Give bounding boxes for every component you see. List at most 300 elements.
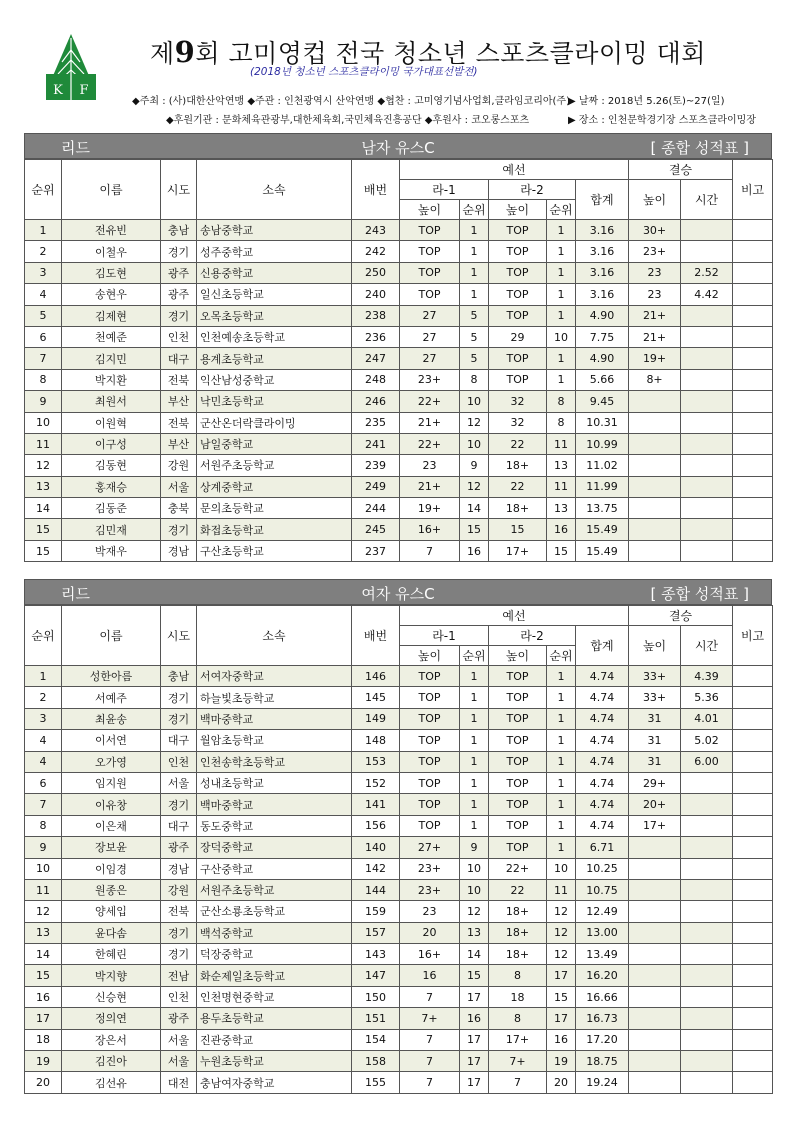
cell: 서울 [161, 772, 197, 793]
cell: 15 [460, 965, 489, 986]
cell [681, 391, 733, 412]
cell: 전유빈 [62, 220, 161, 241]
cell: 16 [460, 1008, 489, 1029]
cell [629, 944, 681, 965]
col-r2-height: 높이 [489, 646, 547, 666]
cell: 대구 [161, 730, 197, 751]
cell: 1 [547, 241, 576, 262]
col-qualification: 예선 [400, 606, 629, 626]
cell: 부산 [161, 391, 197, 412]
cell [629, 965, 681, 986]
cell: 11.02 [576, 455, 629, 476]
cell: 15 [547, 540, 576, 561]
cell [629, 391, 681, 412]
cell: 월암초등학교 [197, 730, 352, 751]
col-city: 시도 [161, 160, 197, 220]
cell: 4.74 [576, 687, 629, 708]
cell: 18+ [489, 498, 547, 519]
cell: 화순제일초등학교 [197, 965, 352, 986]
cell: 150 [352, 986, 400, 1007]
cell: 16.66 [576, 986, 629, 1007]
cell: 10 [460, 858, 489, 879]
col-r1-height: 높이 [400, 646, 460, 666]
cell: 경기 [161, 687, 197, 708]
cell: 전북 [161, 369, 197, 390]
note-cell [733, 944, 773, 965]
cell: 경기 [161, 922, 197, 943]
cell: 31 [629, 708, 681, 729]
cell: 7 [25, 794, 62, 815]
col-r1-rank: 순위 [460, 200, 489, 220]
cell: 이구성 [62, 433, 161, 454]
cell: 충남 [161, 666, 197, 687]
cell: 10.99 [576, 433, 629, 454]
cell: 4.74 [576, 815, 629, 836]
cell: 29+ [629, 772, 681, 793]
table-row [25, 391, 773, 412]
cell: 백석중학교 [197, 922, 352, 943]
cell [629, 455, 681, 476]
cell: 23+ [400, 858, 460, 879]
cell [681, 220, 733, 241]
cell: 5 [460, 348, 489, 369]
cell: 4.74 [576, 708, 629, 729]
cell [629, 986, 681, 1007]
cell: 구산초등학교 [197, 540, 352, 561]
cell: 5 [460, 305, 489, 326]
note-cell [733, 326, 773, 347]
cell: 145 [352, 687, 400, 708]
cell: 오목초등학교 [197, 305, 352, 326]
col-route1: 라-1 [400, 180, 489, 200]
note-cell [733, 305, 773, 326]
discipline-label: 리드 [61, 139, 90, 157]
cell: 서원주초등학교 [197, 455, 352, 476]
cell: 경기 [161, 305, 197, 326]
cell: 7 [400, 1029, 460, 1050]
table-row [25, 540, 773, 561]
cell: 143 [352, 944, 400, 965]
cell: 서울 [161, 1051, 197, 1072]
cell: 14 [25, 944, 62, 965]
cell: 7.75 [576, 326, 629, 347]
cell: 238 [352, 305, 400, 326]
cell: 1 [547, 837, 576, 858]
cell [681, 476, 733, 497]
cell: 4 [25, 751, 62, 772]
cell [681, 326, 733, 347]
cell: 249 [352, 476, 400, 497]
cell: 12 [25, 455, 62, 476]
cell [681, 901, 733, 922]
cell: 1 [547, 369, 576, 390]
cell: 22 [489, 476, 547, 497]
cell: 박재우 [62, 540, 161, 561]
cell: TOP [400, 815, 460, 836]
cell: 4.74 [576, 794, 629, 815]
note-cell [733, 1008, 773, 1029]
cell: 1 [547, 220, 576, 241]
cell: 장보윤 [62, 837, 161, 858]
cell: 14 [25, 498, 62, 519]
cell: 11 [547, 476, 576, 497]
cell: 23+ [400, 369, 460, 390]
cell: TOP [489, 666, 547, 687]
note-cell [733, 794, 773, 815]
cell: 1 [460, 708, 489, 729]
cell: 27 [400, 348, 460, 369]
page-subtitle: (2018년 청소년 스포츠클라이밍 국가대표선발전) [250, 66, 478, 78]
cell [681, 922, 733, 943]
cell: 성주중학교 [197, 241, 352, 262]
cell: 동도중학교 [197, 815, 352, 836]
cell: 13 [460, 922, 489, 943]
cell: 천예준 [62, 326, 161, 347]
cell: 146 [352, 666, 400, 687]
cell [681, 305, 733, 326]
cell [681, 986, 733, 1007]
cell: 15.49 [576, 540, 629, 561]
cell: 154 [352, 1029, 400, 1050]
table-row [25, 666, 773, 687]
cell: 11.99 [576, 476, 629, 497]
cell: 전북 [161, 412, 197, 433]
cell: TOP [489, 305, 547, 326]
cell: 17 [547, 1008, 576, 1029]
note-cell [733, 519, 773, 540]
cell: 1 [460, 241, 489, 262]
note-cell [733, 348, 773, 369]
cell: 21+ [400, 412, 460, 433]
cell: 1 [460, 220, 489, 241]
cell: 12 [460, 412, 489, 433]
col-total: 합계 [576, 626, 629, 666]
cell: 충북 [161, 498, 197, 519]
cell: 236 [352, 326, 400, 347]
note-cell [733, 858, 773, 879]
cell: 김진아 [62, 1051, 161, 1072]
cell: 239 [352, 455, 400, 476]
cell: 18.75 [576, 1051, 629, 1072]
note-cell [733, 687, 773, 708]
cell: 30+ [629, 220, 681, 241]
cell: 21+ [629, 326, 681, 347]
cell: 군산소룡초등학교 [197, 901, 352, 922]
summary-label: [ 종합 성적표 ] [650, 139, 749, 157]
page-header [0, 0, 794, 130]
cell [681, 540, 733, 561]
cell: 8 [25, 815, 62, 836]
cell: 최원서 [62, 391, 161, 412]
col-route2: 라-2 [489, 180, 576, 200]
cell: 6.71 [576, 837, 629, 858]
cell: TOP [400, 772, 460, 793]
col-affiliation: 소속 [197, 160, 352, 220]
cell: 경기 [161, 794, 197, 815]
note-cell [733, 1051, 773, 1072]
cell: TOP [400, 666, 460, 687]
table-row [25, 284, 773, 305]
cell: TOP [489, 837, 547, 858]
cell: 4.74 [576, 772, 629, 793]
cell [681, 519, 733, 540]
cell: 16 [460, 540, 489, 561]
svg-text:K: K [53, 83, 63, 98]
cell: 1 [547, 815, 576, 836]
cell: 성내초등학교 [197, 772, 352, 793]
cell: 윤다솜 [62, 922, 161, 943]
cell: 10 [460, 879, 489, 900]
cell: 대전 [161, 1072, 197, 1093]
cell [681, 412, 733, 433]
cell: 18+ [489, 455, 547, 476]
cell: TOP [489, 284, 547, 305]
note-cell [733, 498, 773, 519]
cell: 송현우 [62, 284, 161, 305]
summary-label: [ 종합 성적표 ] [650, 585, 749, 603]
cell: 19 [25, 1051, 62, 1072]
cell: 김제현 [62, 305, 161, 326]
table-row [25, 794, 773, 815]
cell: 33+ [629, 666, 681, 687]
cell: 백마중학교 [197, 708, 352, 729]
cell: 7+ [400, 1008, 460, 1029]
table-row [25, 369, 773, 390]
cell: 16 [547, 519, 576, 540]
cell: 1 [460, 687, 489, 708]
col-r1-rank: 순위 [460, 646, 489, 666]
cell: TOP [400, 220, 460, 241]
cell: 1 [25, 220, 62, 241]
note-cell [733, 965, 773, 986]
cell: 용두초등학교 [197, 1008, 352, 1029]
cell: 32 [489, 412, 547, 433]
cell: 3 [25, 262, 62, 283]
col-rank: 순위 [25, 606, 62, 666]
cell: 17+ [489, 540, 547, 561]
cell: 4.39 [681, 666, 733, 687]
cell: 정의연 [62, 1008, 161, 1029]
col-final-time: 시간 [681, 626, 733, 666]
col-r2-height: 높이 [489, 200, 547, 220]
cell: 22 [489, 879, 547, 900]
cell: 서울 [161, 476, 197, 497]
cell: 경기 [161, 241, 197, 262]
cell: 1 [547, 348, 576, 369]
cell: 27 [400, 305, 460, 326]
cell: 1 [460, 730, 489, 751]
cell: 6 [25, 772, 62, 793]
cell: 인천 [161, 986, 197, 1007]
note-cell [733, 391, 773, 412]
cell: 6 [25, 326, 62, 347]
cell: 익산남성중학교 [197, 369, 352, 390]
cell: 31 [629, 730, 681, 751]
cell: 21+ [400, 476, 460, 497]
cell: 광주 [161, 1008, 197, 1029]
cell: 16.73 [576, 1008, 629, 1029]
cell: 20 [400, 922, 460, 943]
col-final-height: 높이 [629, 626, 681, 666]
cell: 1 [547, 751, 576, 772]
cell: 16 [547, 1029, 576, 1050]
cell: TOP [400, 262, 460, 283]
cell: 1 [460, 751, 489, 772]
note-cell [733, 262, 773, 283]
col-qualification: 예선 [400, 160, 629, 180]
cell [629, 901, 681, 922]
cell: 경남 [161, 858, 197, 879]
table-row [25, 708, 773, 729]
results-table [24, 605, 773, 1094]
cell [681, 1072, 733, 1093]
cell [681, 1029, 733, 1050]
note-cell [733, 730, 773, 751]
cell: 153 [352, 751, 400, 772]
cell: 17 [460, 1029, 489, 1050]
cell: 13.00 [576, 922, 629, 943]
cell: 8 [489, 1008, 547, 1029]
page-title: 제9회 고미영컵 전국 청소년 스포츠클라이밍 대회 [150, 35, 706, 69]
note-cell [733, 708, 773, 729]
note-cell [733, 241, 773, 262]
cell: 250 [352, 262, 400, 283]
cell [681, 837, 733, 858]
cell: 백마중학교 [197, 794, 352, 815]
cell: 23+ [629, 241, 681, 262]
cell [681, 815, 733, 836]
cell: 박지향 [62, 965, 161, 986]
cell: 14 [460, 944, 489, 965]
cell: 240 [352, 284, 400, 305]
category-label: 여자 유스C [361, 585, 435, 603]
cell: 10 [547, 858, 576, 879]
col-r1-height: 높이 [400, 200, 460, 220]
cell: 16 [400, 965, 460, 986]
cell: TOP [489, 687, 547, 708]
cell: 158 [352, 1051, 400, 1072]
cell: 2 [25, 241, 62, 262]
cell: 17 [547, 965, 576, 986]
event-venue: ▶ 장소 : 인천문학경기장 스포츠클라이밍장 [568, 115, 756, 126]
cell: 김도현 [62, 262, 161, 283]
cell: 23+ [400, 879, 460, 900]
cell: 4.74 [576, 730, 629, 751]
cell: 5.02 [681, 730, 733, 751]
cell: 양세입 [62, 901, 161, 922]
cell: 송남중학교 [197, 220, 352, 241]
cell: 19 [547, 1051, 576, 1072]
cell: 5.36 [681, 687, 733, 708]
cell: 12 [460, 901, 489, 922]
table-row [25, 498, 773, 519]
cell: 4.42 [681, 284, 733, 305]
note-cell [733, 1029, 773, 1050]
table-row [25, 1051, 773, 1072]
cell: 8 [460, 369, 489, 390]
cell: 10.25 [576, 858, 629, 879]
cell: 경남 [161, 540, 197, 561]
cell: 10 [25, 858, 62, 879]
cell: 7 [400, 1051, 460, 1072]
table-row [25, 772, 773, 793]
cell: 5 [460, 326, 489, 347]
cell: 1 [547, 708, 576, 729]
cell: 경기 [161, 708, 197, 729]
cell: 11 [547, 879, 576, 900]
cell: TOP [489, 708, 547, 729]
cell: 23 [629, 262, 681, 283]
cell [681, 498, 733, 519]
cell: 9.45 [576, 391, 629, 412]
table-row [25, 815, 773, 836]
section-girls-youth-c [24, 579, 772, 1094]
cell: 18 [489, 986, 547, 1007]
cell [629, 1029, 681, 1050]
cell: 15 [25, 965, 62, 986]
note-cell [733, 455, 773, 476]
cell: 147 [352, 965, 400, 986]
cell: 인천명현중학교 [197, 986, 352, 1007]
cell: 부산 [161, 433, 197, 454]
cell: TOP [400, 241, 460, 262]
table-row [25, 519, 773, 540]
cell: 156 [352, 815, 400, 836]
cell: 광주 [161, 284, 197, 305]
cell: 11 [25, 879, 62, 900]
col-route1: 라-1 [400, 626, 489, 646]
cell: 인천 [161, 751, 197, 772]
cell [629, 1008, 681, 1029]
cell [629, 837, 681, 858]
col-name: 이름 [62, 160, 161, 220]
cell: 32 [489, 391, 547, 412]
cell: 16+ [400, 519, 460, 540]
cell: 17 [460, 1072, 489, 1093]
cell: 3.16 [576, 262, 629, 283]
cell: 전북 [161, 901, 197, 922]
cell [681, 944, 733, 965]
cell: 서원주초등학교 [197, 879, 352, 900]
cell: 152 [352, 772, 400, 793]
cell: 7 [489, 1072, 547, 1093]
cell: 이은채 [62, 815, 161, 836]
cell: 10 [25, 412, 62, 433]
cell [681, 433, 733, 454]
cell [629, 498, 681, 519]
table-row [25, 326, 773, 347]
cell: 최윤송 [62, 708, 161, 729]
cell: 235 [352, 412, 400, 433]
cell: 19.24 [576, 1072, 629, 1093]
cell: 7 [25, 348, 62, 369]
cell: 20 [547, 1072, 576, 1093]
cell: 8 [25, 369, 62, 390]
cell: 144 [352, 879, 400, 900]
table-row [25, 879, 773, 900]
cell: 인천예송초등학교 [197, 326, 352, 347]
cell: 용계초등학교 [197, 348, 352, 369]
table-row [25, 837, 773, 858]
cell: 13 [25, 476, 62, 497]
cell: 서예주 [62, 687, 161, 708]
cell [629, 476, 681, 497]
cell [629, 1072, 681, 1093]
cell: 15 [460, 519, 489, 540]
cell: 17+ [489, 1029, 547, 1050]
note-cell [733, 751, 773, 772]
cell: 17 [460, 986, 489, 1007]
